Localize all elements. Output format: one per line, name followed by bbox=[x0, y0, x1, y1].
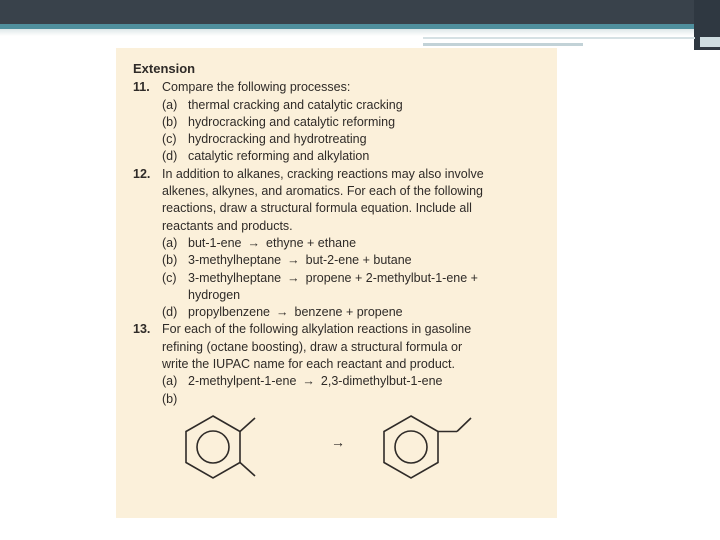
sub-item: (b) 3-methylheptane → but-2-ene + butane bbox=[162, 253, 412, 268]
structural-reaction bbox=[133, 412, 545, 492]
sub-item: (c) hydrocracking and hydrotreating bbox=[162, 132, 367, 147]
decorative-rule bbox=[423, 43, 583, 46]
arrow-icon: → bbox=[302, 374, 315, 389]
question-stem: Compare the following processes: bbox=[162, 80, 351, 95]
sub-item-continuation: hydrogen bbox=[188, 287, 241, 302]
sub-item: (b) hydrocracking and catalytic reforming bbox=[162, 114, 396, 129]
sub-item: (a) thermal cracking and catalytic cracking bbox=[162, 97, 403, 112]
decorative-rule bbox=[700, 37, 720, 47]
section-heading: Extension bbox=[133, 61, 196, 76]
xylene-structure-icon bbox=[173, 412, 273, 492]
arrow-icon: → bbox=[276, 305, 289, 320]
question-stem: write the IUPAC name for each reactant and product. bbox=[162, 357, 455, 372]
question-stem: In addition to alkanes, cracking reactions may also involve bbox=[162, 166, 484, 181]
question-stem: refining (octane boosting), draw a structural formula or bbox=[162, 339, 463, 354]
sub-item: (a) 2-methylpent-1-ene → 2,3-dimethylbut-1-ene bbox=[162, 374, 443, 389]
textbook-excerpt bbox=[116, 48, 557, 518]
question-stem: For each of the following alkylation reactions in gasoline bbox=[162, 322, 472, 337]
sub-item: (b) bbox=[162, 391, 178, 406]
question-stem: reactions, draw a structural formula equation. Include all bbox=[162, 201, 472, 216]
arrow-icon: → bbox=[287, 253, 300, 268]
question-number: 11. bbox=[133, 80, 150, 95]
question-11 bbox=[133, 79, 545, 165]
question-stem: alkenes, alkynes, and aromatics. For each of the following bbox=[162, 184, 484, 199]
arrow-icon: → bbox=[287, 270, 300, 285]
slide-accent-band bbox=[0, 24, 720, 36]
ethylbenzene-structure-icon bbox=[371, 412, 481, 492]
question-13 bbox=[133, 321, 545, 407]
reaction-arrow-icon: → bbox=[331, 433, 345, 450]
sub-item: (c) 3-methylheptane → propene + 2-methylbut-1-ene + bbox=[162, 270, 478, 285]
sub-item: (d) propylbenzene → benzene + propene bbox=[162, 305, 403, 320]
slide-top-bar bbox=[0, 0, 720, 24]
question-12 bbox=[133, 166, 545, 322]
sub-item: (d) catalytic reforming and alkylation bbox=[162, 149, 370, 164]
arrow-icon: → bbox=[247, 235, 261, 250]
decorative-rule bbox=[423, 37, 695, 39]
sub-item: (a) but-1-ene → ethyne + ethane bbox=[162, 235, 357, 250]
question-stem: reactants and products. bbox=[162, 218, 293, 233]
question-number: 12. bbox=[133, 166, 151, 181]
question-number: 13. bbox=[133, 322, 151, 337]
